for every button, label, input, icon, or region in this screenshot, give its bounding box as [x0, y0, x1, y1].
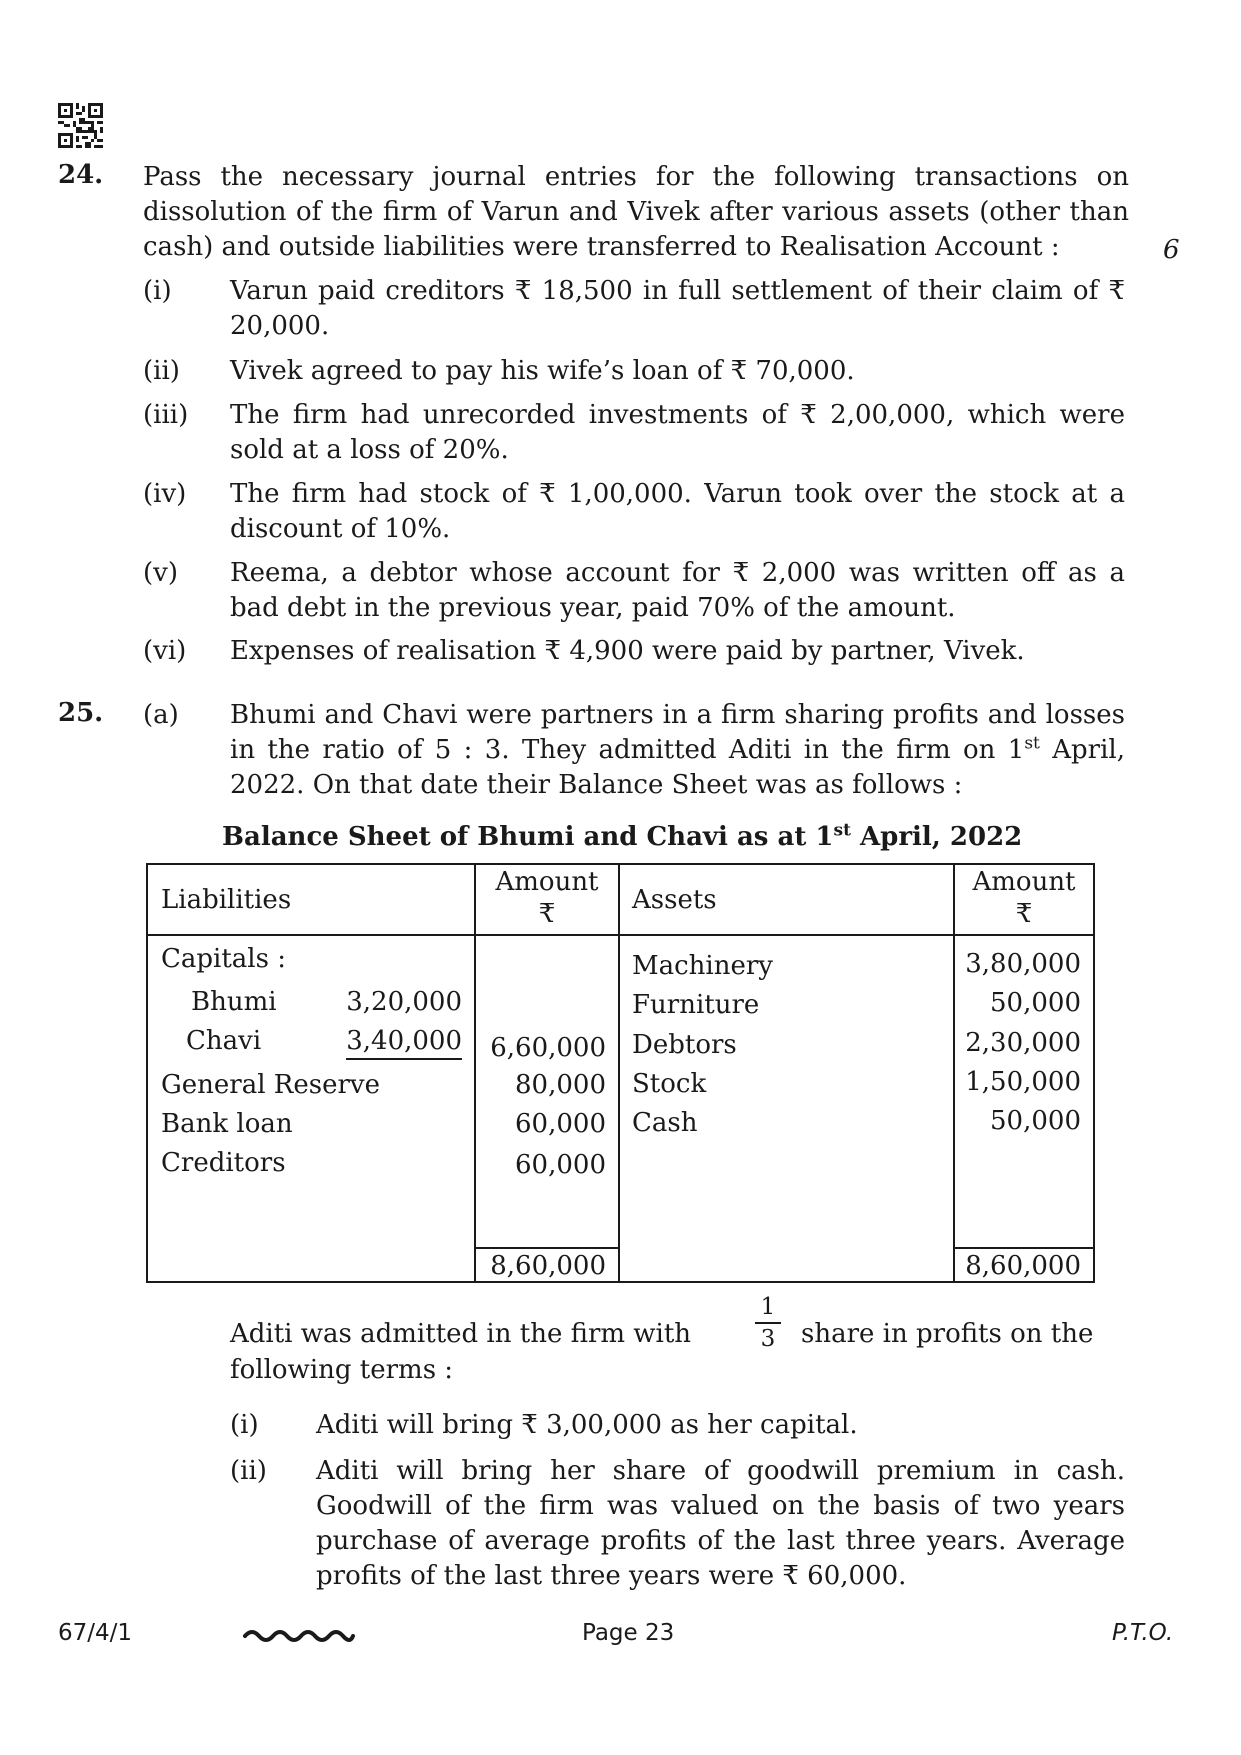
- q24-item-label: (v): [143, 558, 178, 588]
- qr-code-icon: [58, 103, 103, 148]
- admission-text-part-3: following terms :: [230, 1355, 454, 1385]
- q24-item-text: The firm had stock of ₹ 1,00,000. Varun took over the stock at a discount of 10%.: [230, 479, 1125, 544]
- asset-label: Furniture: [632, 990, 760, 1020]
- wavy-line-icon: [243, 1627, 355, 1645]
- bhumi-label: Bhumi: [191, 987, 277, 1017]
- general-reserve-amount: 80,000: [515, 1070, 606, 1100]
- question-24-number: 24.: [58, 160, 104, 190]
- question-25-part-label: (a): [143, 700, 179, 730]
- general-reserve-label: General Reserve: [161, 1070, 380, 1100]
- question-24-marks: 6: [1163, 235, 1180, 265]
- assets-total: 8,60,000: [965, 1251, 1081, 1281]
- q24-item-text: Varun paid creditors ₹ 18,500 in full settlement of their claim of ₹ 20,000.: [230, 276, 1125, 341]
- asset-amount: 50,000: [990, 1106, 1081, 1136]
- q24-item-label: (vi): [143, 636, 187, 666]
- please-turn-over: P.T.O.: [1112, 1620, 1174, 1646]
- q24-item-label: (ii): [143, 356, 180, 386]
- q24-item-label: (iv): [143, 479, 187, 509]
- admission-text-part-1: Aditi was admitted in the firm with: [230, 1319, 692, 1349]
- term-label: (ii): [230, 1456, 267, 1486]
- balance-sheet-table: [146, 863, 1095, 1283]
- question-25-intro: Bhumi and Chavi were partners in a firm sharing profits and losses in the ratio of 5 : 3. They admitted Aditi in the firm on 1st April, 2022. On that date their Balance Sheet was as follows :: [230, 700, 1125, 800]
- q24-item-text: Expenses of realisation ₹ 4,900 were paid by partner, Vivek.: [230, 636, 1025, 666]
- balance-sheet-title: Balance Sheet of Bhumi and Chavi as at 1st April, 2022: [222, 820, 1023, 852]
- asset-label: Stock: [632, 1069, 707, 1099]
- asset-label: Debtors: [632, 1030, 737, 1060]
- asset-amount: 3,80,000: [965, 949, 1081, 979]
- fraction-one-third: [755, 1293, 781, 1353]
- liabilities-amount-header: Amount: [495, 867, 599, 897]
- asset-label: Machinery: [632, 951, 773, 981]
- term-text: Aditi will bring her share of goodwill premium in cash. Goodwill of the firm was valued on the basis of two years purchase of average profits of the last three years. Average profits of the last three years were ₹ 60,000.: [316, 1456, 1125, 1591]
- q24-item-text: Reema, a debtor whose account for ₹ 2,000 was written off as a bad debt in the previous year, paid 70% of the amount.: [230, 558, 1125, 623]
- q24-item-label: (i): [143, 276, 172, 306]
- chavi-label: Chavi: [186, 1026, 262, 1056]
- fraction-numerator: 1: [760, 1294, 776, 1320]
- rupee-icon: ₹: [1015, 899, 1033, 929]
- liabilities-total: 8,60,000: [490, 1251, 606, 1281]
- q24-item-text: Vivek agreed to pay his wife’s loan of ₹ 70,000.: [230, 356, 855, 386]
- q24-item-label: (iii): [143, 400, 189, 430]
- assets-amount-header: Amount: [972, 867, 1076, 897]
- liabilities-header: Liabilities: [161, 885, 292, 915]
- asset-amount: 1,50,000: [965, 1067, 1081, 1097]
- creditors-label: Creditors: [161, 1148, 286, 1178]
- paper-code: 67/4/1: [58, 1620, 133, 1646]
- capitals-total: 6,60,000: [490, 1033, 606, 1063]
- bhumi-capital: 3,20,000: [346, 987, 462, 1017]
- question-25-number: 25.: [58, 698, 104, 728]
- asset-label: Cash: [632, 1108, 698, 1138]
- q24-item-text: The firm had unrecorded investments of ₹ 2,00,000, which were sold at a loss of 20%.: [230, 400, 1125, 465]
- term-label: (i): [230, 1410, 259, 1440]
- admission-text-part-2: share in profits on the: [801, 1319, 1094, 1349]
- chavi-capital: 3,40,000: [346, 1026, 462, 1056]
- bank-loan-label: Bank loan: [161, 1109, 293, 1139]
- question-24-text: Pass the necessary journal entries for the following transactions on dissolution of the firm of Varun and Vivek after various assets (other than cash) and outside liabilities were transferred to Realisation Account :: [143, 162, 1129, 262]
- bank-loan-amount: 60,000: [515, 1109, 606, 1139]
- assets-header: Assets: [632, 885, 717, 915]
- asset-amount: 50,000: [990, 988, 1081, 1018]
- asset-amount: 2,30,000: [965, 1028, 1081, 1058]
- creditors-amount: 60,000: [515, 1150, 606, 1180]
- term-text: Aditi will bring ₹ 3,00,000 as her capital.: [316, 1410, 858, 1440]
- fraction-denominator: 3: [760, 1326, 776, 1352]
- page-number: Page 23: [582, 1620, 675, 1646]
- capitals-label: Capitals :: [161, 944, 286, 974]
- rupee-icon: ₹: [538, 899, 556, 929]
